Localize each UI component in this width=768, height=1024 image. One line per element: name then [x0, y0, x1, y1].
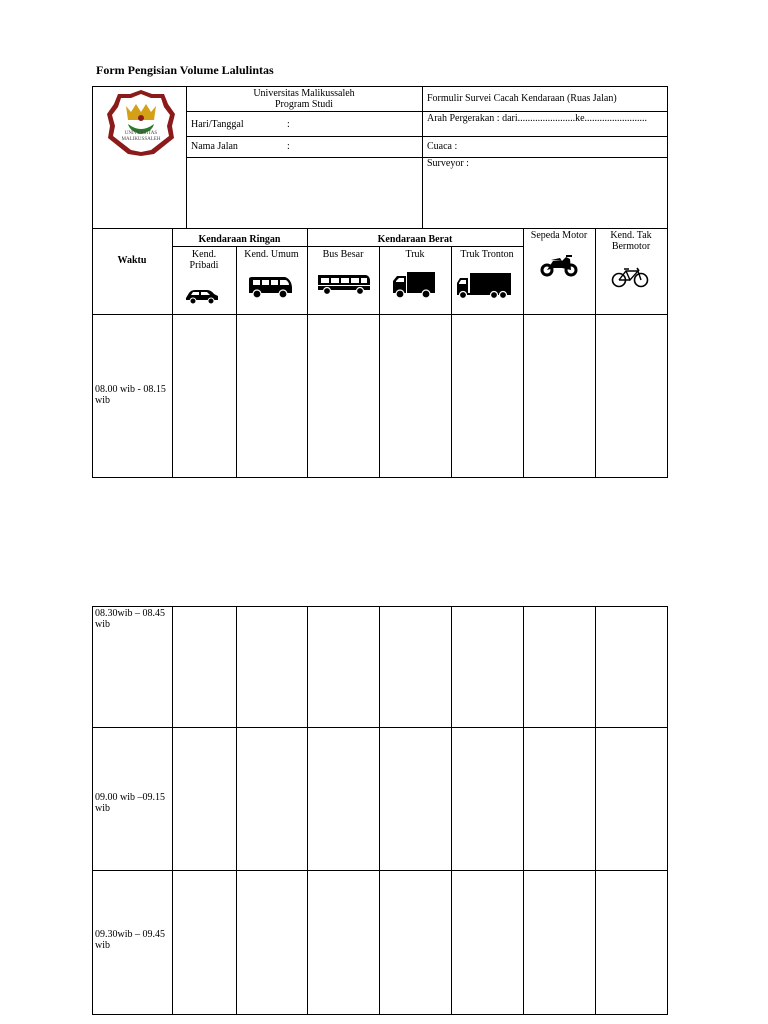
program-studi: Program Studi	[274, 99, 334, 110]
logo-text-line2: MALIKUSSALEH	[121, 137, 161, 142]
col-kendaraan-berat: Kendaraan Berat	[377, 234, 453, 245]
car-icon	[184, 287, 220, 305]
van-icon	[247, 275, 293, 299]
col-kend-pribadi: Kend. Pribadi	[189, 249, 219, 271]
hari-tanggal-sep: :	[287, 119, 290, 130]
nama-jalan-sep: :	[287, 141, 290, 152]
surveyor-label: Surveyor :	[427, 158, 469, 169]
university-logo	[104, 88, 178, 158]
nama-jalan-label: Nama Jalan	[191, 141, 238, 152]
col-bus-besar: Bus Besar	[322, 249, 364, 260]
truck-icon	[392, 271, 436, 299]
time-slot-3: 09.00 wib –09.15 wib	[95, 792, 165, 814]
col-kend-tak-bermotor: Kend. Tak Bermotor	[610, 230, 652, 252]
col-kend-umum: Kend. Umum	[244, 249, 299, 260]
form-title: Form Pengisian Volume Lalulintas	[96, 63, 274, 77]
hari-tanggal-label: Hari/Tanggal	[191, 119, 244, 130]
col-truk: Truk	[405, 249, 425, 260]
time-slot-1: 08.00 wib - 08.15 wib	[95, 384, 166, 406]
bus-icon	[316, 272, 372, 296]
time-slot-2: 08.30wib – 08.45 wib	[95, 608, 165, 630]
cuaca-label: Cuaca :	[427, 141, 458, 152]
trailer-truck-icon	[456, 272, 512, 300]
time-slot-4: 09.30wib – 09.45 wib	[95, 929, 165, 951]
arah-pergerakan: Arah Pergerakan : dari.......................ke.........................	[427, 113, 648, 124]
col-sepeda-motor: Sepeda Motor	[530, 230, 588, 241]
university-seal-icon	[104, 88, 178, 158]
col-truk-tronton: Truk Tronton	[460, 249, 514, 260]
logo-text-line1: UNIVERSITAS	[124, 131, 158, 136]
formulir-title: Formulir Survei Cacah Kendaraan (Ruas Jalan)	[427, 93, 617, 104]
university-name: Universitas Malikussaleh	[253, 88, 355, 99]
col-kendaraan-ringan: Kendaraan Ringan	[198, 234, 281, 245]
motorcycle-icon	[540, 253, 578, 277]
bicycle-icon	[611, 265, 649, 289]
col-waktu: Waktu	[117, 255, 147, 266]
